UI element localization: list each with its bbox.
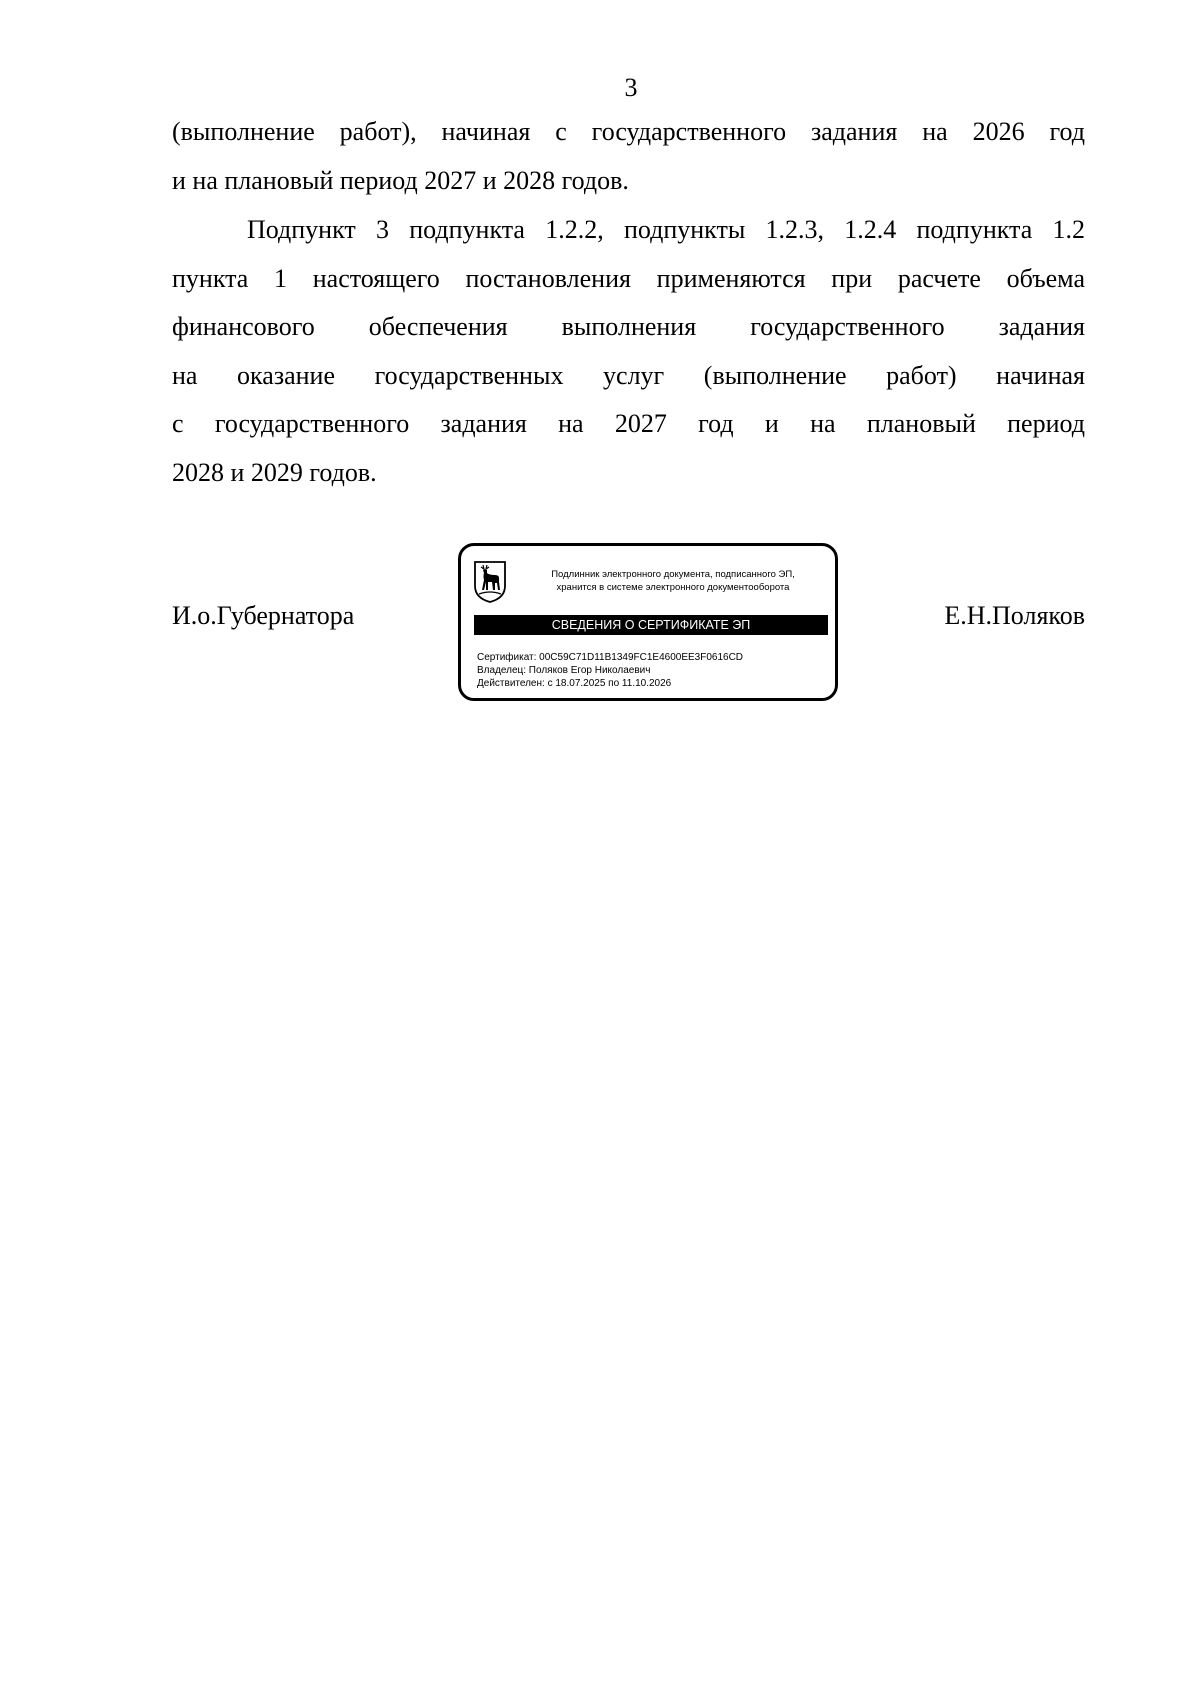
paragraph-line: с государственного задания на 2027 год и на плановый период <box>172 409 1085 438</box>
stamp-header <box>523 568 823 594</box>
certificate-owner: Владелец: Поляков Егор Николаевич <box>477 665 651 676</box>
electronic-signature-stamp <box>458 543 838 701</box>
paragraph-1 <box>172 108 1085 205</box>
certificate-validity: Действителен: с 18.07.2025 по 11.10.2026 <box>477 678 672 689</box>
signer-title: И.о.Губернатора <box>172 601 355 630</box>
paragraph-line: 2028 и 2029 годов. <box>172 457 377 487</box>
paragraph-2 <box>172 206 1085 497</box>
paragraph-line: и на плановый период 2027 и 2028 годов. <box>172 165 629 195</box>
coat-of-arms-deer-icon <box>473 560 507 604</box>
paragraph-line: финансового обеспечения выполнения государственного задания <box>172 312 1085 341</box>
paragraph-line: пункта 1 настоящего постановления применяются при расчете объема <box>172 263 1085 293</box>
certificate-number: Сертификат: 00C59C71D11B1349FC1E4600EE3F0616CD <box>477 652 744 663</box>
stamp-banner: СВЕДЕНИЯ О СЕРТИФИКАТЕ ЭП <box>474 615 828 635</box>
paragraph-line: на оказание государственных услуг (выполнение работ) начиная <box>172 360 1085 390</box>
page-number: 3 <box>624 73 638 102</box>
stamp-header-line: хранится в системе электронного документооборота <box>556 582 790 593</box>
paragraph-line: (выполнение работ), начиная с государственного задания на 2026 год <box>172 117 1085 146</box>
signer-name: Е.Н.Поляков <box>944 601 1085 630</box>
stamp-header-line: Подлинник электронного документа, подписанного ЭП, <box>551 569 795 580</box>
stamp-details <box>477 651 743 690</box>
paragraph-line: Подпункт 3 подпункта 1.2.2, подпункты 1.2.3, 1.2.4 подпункта 1.2 <box>247 215 1085 244</box>
